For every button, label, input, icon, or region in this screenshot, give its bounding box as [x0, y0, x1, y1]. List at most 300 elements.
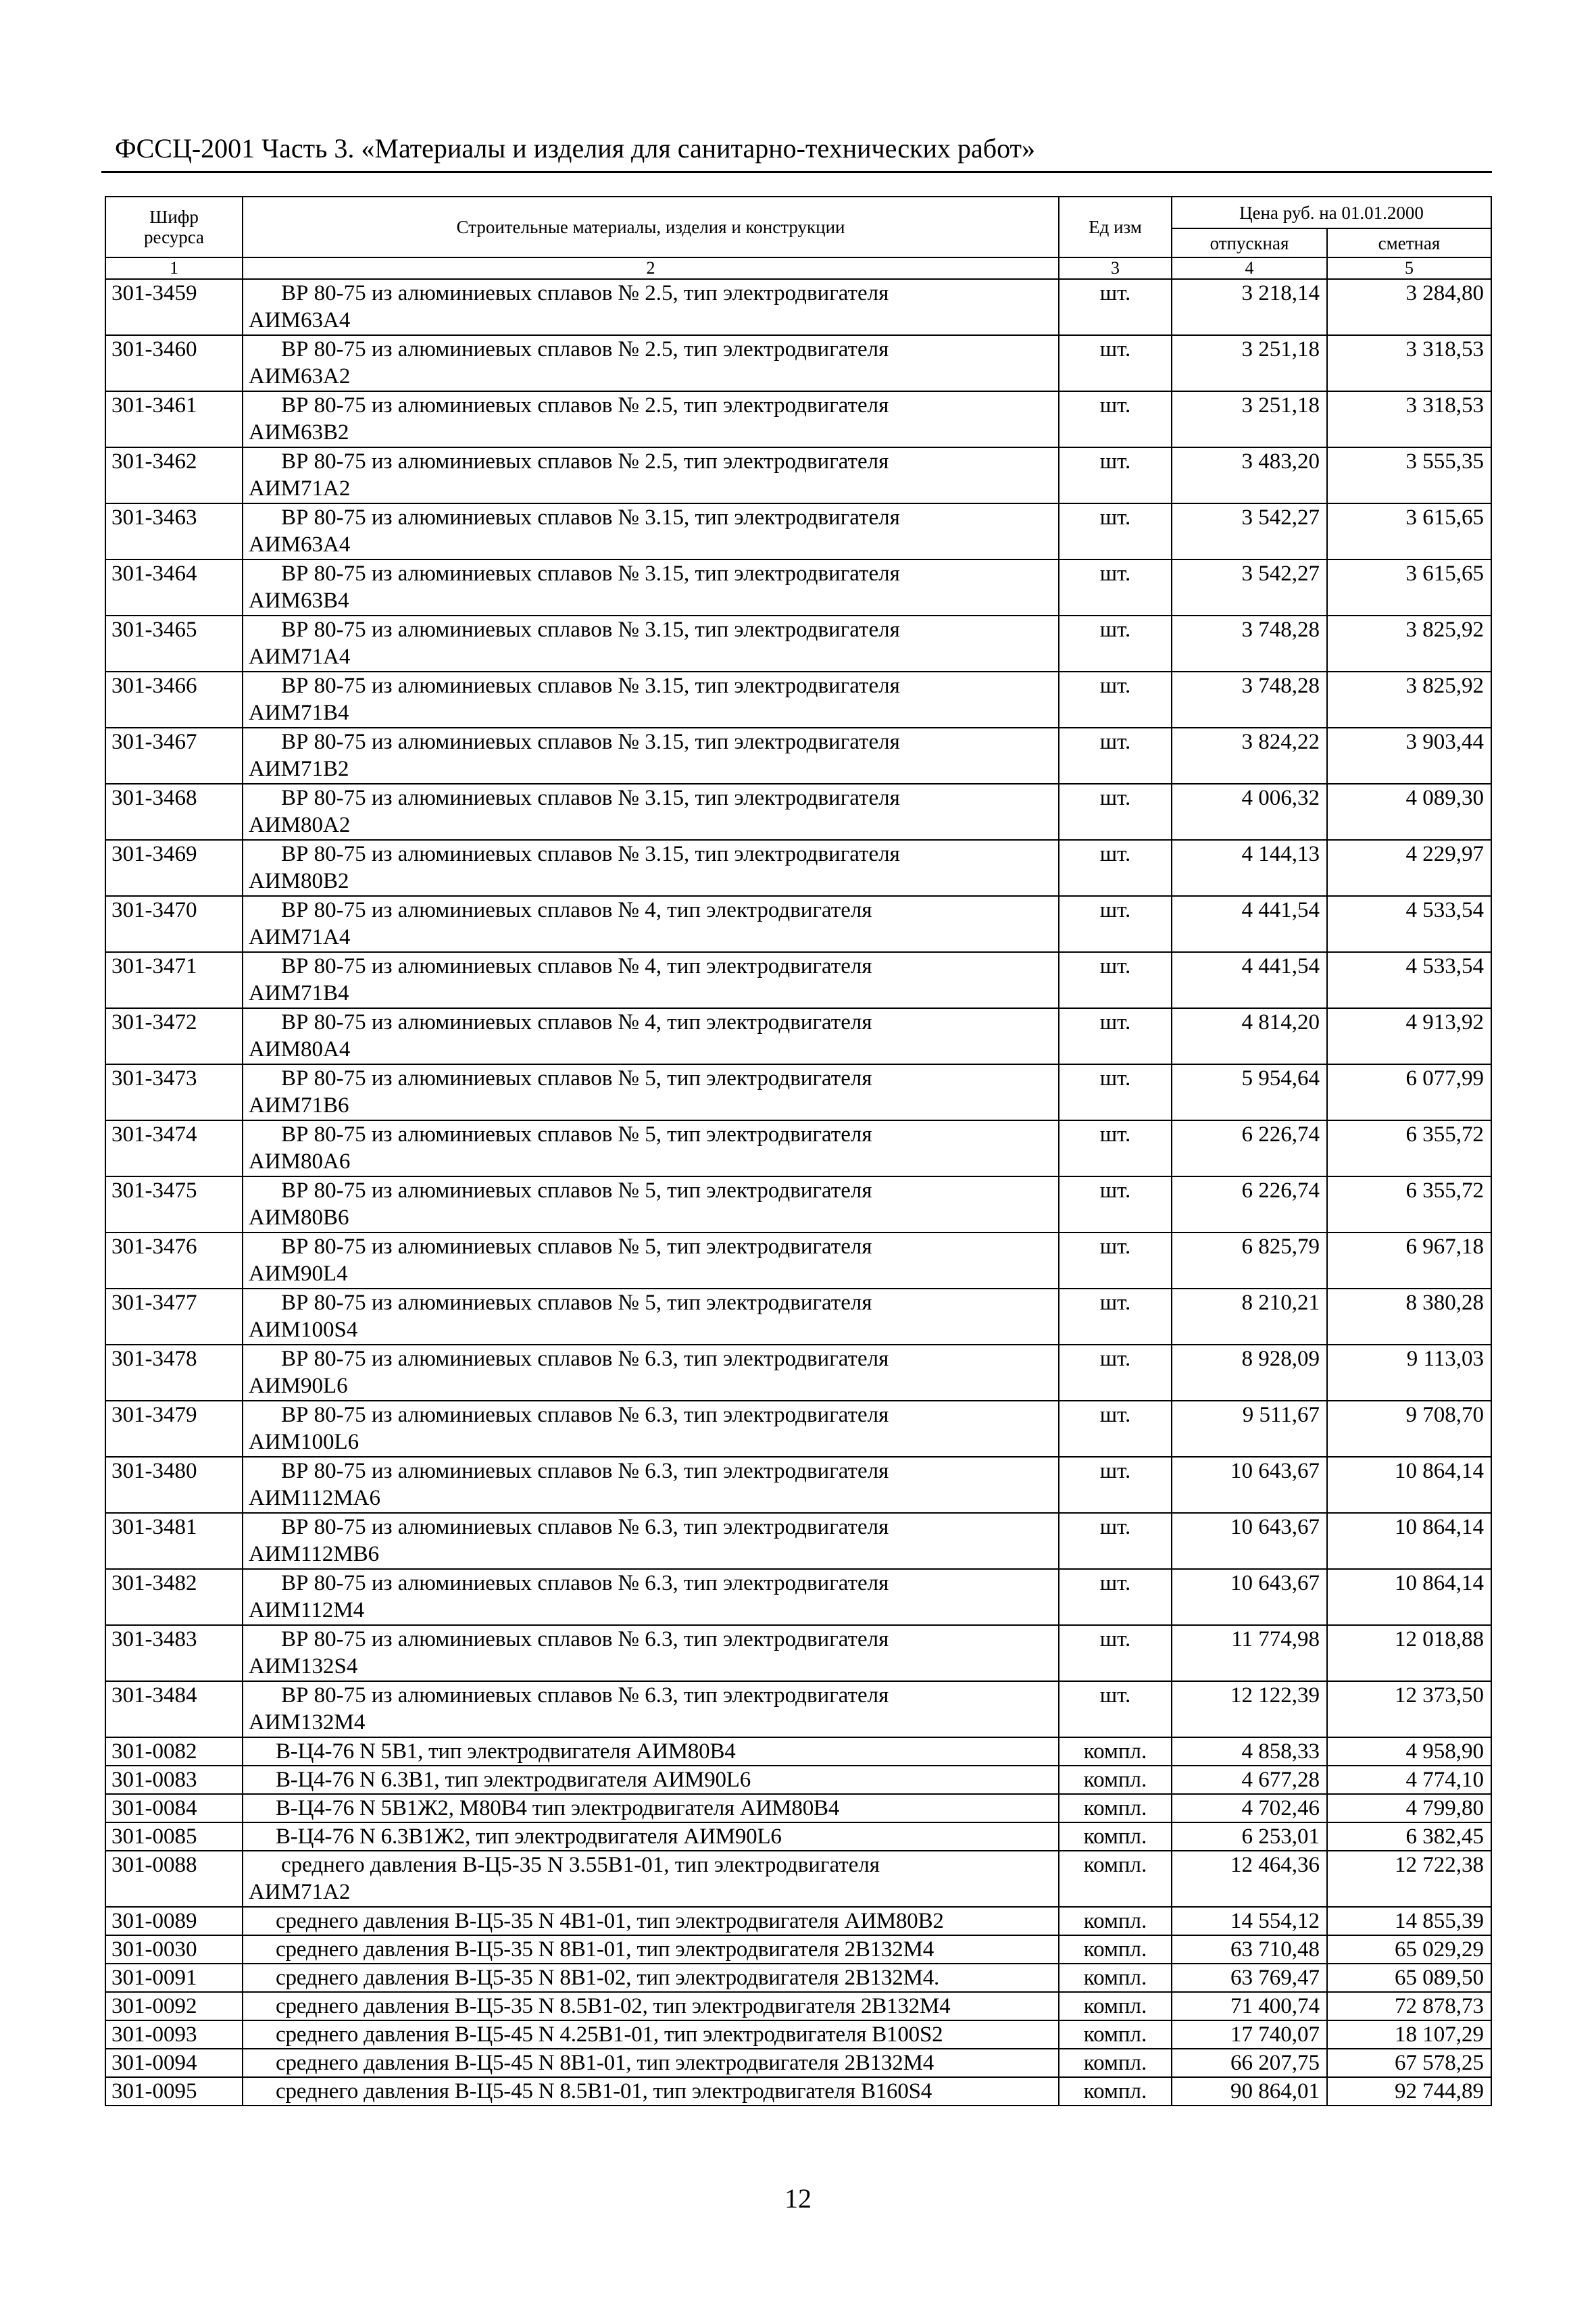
description-cell [243, 391, 1059, 447]
motor-type-line: АИМ112МА6 [249, 1486, 380, 1510]
release-price-cell: 4 441,54 [1172, 896, 1327, 952]
motor-type-line: АИМ90L6 [249, 1374, 348, 1398]
description-cell [243, 447, 1059, 503]
resource-code-cell: 301-0095 [105, 2077, 243, 2106]
unit-cell: шт. [1059, 447, 1172, 503]
motor-type-line: АИМ132М4 [249, 1710, 366, 1735]
unit-cell: шт. [1059, 335, 1172, 391]
description-cell [243, 616, 1059, 672]
resource-code-cell: 301-3465 [105, 616, 243, 672]
unit-cell: шт. [1059, 840, 1172, 896]
resource-code-cell: 301-3461 [105, 391, 243, 447]
description-line: ВР 80-75 из алюминиевых сплавов № 3.15, тип электродвигателя [281, 842, 900, 866]
motor-type-line: АИМ132S4 [249, 1654, 358, 1678]
release-price-cell: 12 122,39 [1172, 1681, 1327, 1737]
motor-type-line: АИМ80А6 [249, 1149, 351, 1174]
resource-code-cell: 301-3459 [105, 279, 243, 335]
description-line: ВР 80-75 из алюминиевых сплавов № 5, тип электродвигателя [281, 1178, 872, 1203]
description-cell [243, 1992, 1059, 2020]
description-cell [243, 896, 1059, 952]
motor-type-line: АИМ71В4 [249, 701, 349, 725]
table-row [105, 1289, 1491, 1345]
description-line: среднего давления В-Ц5-35 N 8В1-01, тип электродвигателя 2В132М4 [276, 1937, 934, 1962]
estimate-price-cell: 10 864,14 [1327, 1457, 1491, 1513]
table-row [105, 952, 1491, 1008]
release-price-cell: 4 702,46 [1172, 1794, 1327, 1822]
resource-code-cell: 301-0085 [105, 1822, 243, 1851]
unit-cell: шт. [1059, 1457, 1172, 1513]
motor-type-line: АИМ112М4 [249, 1598, 365, 1622]
table-row [105, 1457, 1491, 1513]
table-row [105, 1907, 1491, 1935]
description-line: ВР 80-75 из алюминиевых сплавов № 6.3, тип электродвигателя [281, 1459, 889, 1483]
table-row [105, 391, 1491, 447]
motor-type-line: АИМ100L6 [249, 1430, 359, 1454]
release-price-cell: 4 006,32 [1172, 784, 1327, 840]
description-line: среднего давления В-Ц5-35 N 4В1-01, тип электродвигателя АИМ80В2 [276, 1909, 944, 1933]
description-cell [243, 1822, 1059, 1851]
estimate-price-cell: 12 373,50 [1327, 1681, 1491, 1737]
description-cell [243, 1766, 1059, 1794]
estimate-price-cell: 3 615,65 [1327, 559, 1491, 616]
table-row [105, 728, 1491, 784]
release-price-cell: 71 400,74 [1172, 1992, 1327, 2020]
unit-cell: шт. [1059, 391, 1172, 447]
unit-cell: шт. [1059, 1345, 1172, 1401]
unit-cell: шт. [1059, 1064, 1172, 1120]
header-divider [101, 171, 1492, 173]
description-line: ВР 80-75 из алюминиевых сплавов № 5, тип электродвигателя [281, 1122, 872, 1147]
motor-type-line: АИМ90L4 [249, 1262, 348, 1286]
description-cell [243, 1064, 1059, 1120]
release-price-cell: 3 251,18 [1172, 391, 1327, 447]
col-header-release: отпускная [1172, 228, 1327, 257]
estimate-price-cell: 6 382,45 [1327, 1822, 1491, 1851]
estimate-price-cell: 4 913,92 [1327, 1008, 1491, 1064]
description-line: ВР 80-75 из алюминиевых сплавов № 3.15, тип электродвигателя [281, 618, 900, 642]
description-cell [243, 1935, 1059, 1964]
table-row [105, 1935, 1491, 1964]
release-price-cell: 3 251,18 [1172, 335, 1327, 391]
resource-code-cell: 301-3463 [105, 503, 243, 559]
motor-type-line: АИМ80А2 [249, 813, 351, 837]
price-table [105, 196, 1492, 2106]
description-line: ВР 80-75 из алюминиевых сплавов № 3.15, тип электродвигателя [281, 674, 900, 698]
description-line: В-Ц4-76 N 6.3В1Ж2, тип электродвигателя АИМ90L6 [276, 1824, 782, 1849]
release-price-cell: 10 643,67 [1172, 1569, 1327, 1625]
estimate-price-cell: 4 229,97 [1327, 840, 1491, 896]
resource-code-cell: 301-3468 [105, 784, 243, 840]
description-line: ВР 80-75 из алюминиевых сплавов № 6.3, тип электродвигателя [281, 1627, 889, 1651]
col-number-2: 2 [243, 257, 1059, 279]
motor-type-line: АИМ71А4 [249, 645, 351, 669]
table-row [105, 1176, 1491, 1233]
unit-cell: компл. [1059, 1822, 1172, 1851]
col-number-3: 3 [1059, 257, 1172, 279]
description-line: ВР 80-75 из алюминиевых сплавов № 3.15, тип электродвигателя [281, 730, 900, 754]
description-line: ВР 80-75 из алюминиевых сплавов № 4, тип электродвигателя [281, 1010, 872, 1035]
unit-cell: компл. [1059, 1851, 1172, 1907]
resource-code-cell: 301-0089 [105, 1907, 243, 1935]
estimate-price-cell: 10 864,14 [1327, 1513, 1491, 1569]
resource-code-cell: 301-0088 [105, 1851, 243, 1907]
release-price-cell: 6 825,79 [1172, 1233, 1327, 1289]
estimate-price-cell: 4 089,30 [1327, 784, 1491, 840]
table-row [105, 1794, 1491, 1822]
description-cell [243, 1289, 1059, 1345]
estimate-price-cell: 12 018,88 [1327, 1625, 1491, 1681]
estimate-price-cell: 18 107,29 [1327, 2020, 1491, 2049]
resource-code-cell: 301-0084 [105, 1794, 243, 1822]
unit-cell: шт. [1059, 1120, 1172, 1176]
table-row [105, 1345, 1491, 1401]
release-price-cell: 8 928,09 [1172, 1345, 1327, 1401]
description-cell [243, 559, 1059, 616]
table-row [105, 1737, 1491, 1766]
estimate-price-cell: 12 722,38 [1327, 1851, 1491, 1907]
table-row [105, 1681, 1491, 1737]
release-price-cell: 9 511,67 [1172, 1401, 1327, 1457]
motor-type-line: АИМ63В2 [249, 420, 349, 445]
resource-code-cell: 301-3476 [105, 1233, 243, 1289]
description-cell [243, 1457, 1059, 1513]
unit-cell: шт. [1059, 1289, 1172, 1345]
resource-code-cell: 301-3484 [105, 1681, 243, 1737]
col-header-estimate: сметная [1327, 228, 1491, 257]
table-row [105, 672, 1491, 728]
resource-code-cell: 301-3479 [105, 1401, 243, 1457]
resource-code-cell: 301-0093 [105, 2020, 243, 2049]
estimate-price-cell: 10 864,14 [1327, 1569, 1491, 1625]
col-number-1: 1 [105, 257, 243, 279]
release-price-cell: 63 769,47 [1172, 1964, 1327, 1992]
estimate-price-cell: 6 355,72 [1327, 1120, 1491, 1176]
table-body [105, 279, 1491, 2106]
unit-cell: шт. [1059, 1513, 1172, 1569]
table-row [105, 2077, 1491, 2106]
col-header-name: Строительные материалы, изделия и конструкции [243, 197, 1059, 257]
description-line: ВР 80-75 из алюминиевых сплавов № 5, тип электродвигателя [281, 1235, 872, 1259]
estimate-price-cell: 6 355,72 [1327, 1176, 1491, 1233]
resource-code-cell: 301-3473 [105, 1064, 243, 1120]
description-cell [243, 2020, 1059, 2049]
col-number-4: 4 [1172, 257, 1327, 279]
description-line: среднего давления В-Ц5-45 N 8В1-01, тип электродвигателя 2В132М4 [276, 2051, 934, 2075]
estimate-price-cell: 65 089,50 [1327, 1964, 1491, 1992]
release-price-cell: 4 441,54 [1172, 952, 1327, 1008]
table-row [105, 1822, 1491, 1851]
unit-cell: шт. [1059, 784, 1172, 840]
motor-type-line: АИМ71В4 [249, 981, 349, 1005]
estimate-price-cell: 3 318,53 [1327, 335, 1491, 391]
description-cell [243, 1964, 1059, 1992]
release-price-cell: 3 748,28 [1172, 672, 1327, 728]
unit-cell: компл. [1059, 2049, 1172, 2077]
description-line: среднего давления В-Ц5-35 N 8В1-02, тип электродвигателя 2В132М4. [276, 1966, 940, 1990]
unit-cell: шт. [1059, 503, 1172, 559]
release-price-cell: 4 144,13 [1172, 840, 1327, 896]
resource-code-cell: 301-3483 [105, 1625, 243, 1681]
release-price-cell: 3 824,22 [1172, 728, 1327, 784]
motor-type-line: АИМ80В2 [249, 869, 349, 893]
motor-type-line: АИМ63А4 [249, 308, 351, 332]
table-row [105, 503, 1491, 559]
description-cell [243, 1345, 1059, 1401]
unit-cell: шт. [1059, 728, 1172, 784]
resource-code-cell: 301-3472 [105, 1008, 243, 1064]
description-line: В-Ц4-76 N 6.3В1, тип электродвигателя АИМ90L6 [276, 1768, 751, 1792]
resource-code-cell: 301-3462 [105, 447, 243, 503]
description-line: среднего давления В-Ц5-35 N 8.5В1-02, тип электродвигателя 2В132М4 [276, 1994, 951, 2018]
motor-type-line: АИМ80В6 [249, 1205, 349, 1230]
description-cell [243, 1513, 1059, 1569]
release-price-cell: 6 226,74 [1172, 1176, 1327, 1233]
description-cell [243, 2077, 1059, 2106]
estimate-price-cell: 3 903,44 [1327, 728, 1491, 784]
description-line: ВР 80-75 из алюминиевых сплавов № 2.5, тип электродвигателя [281, 449, 889, 474]
description-cell [243, 1851, 1059, 1907]
estimate-price-cell: 67 578,25 [1327, 2049, 1491, 2077]
description-cell [243, 335, 1059, 391]
unit-cell: шт. [1059, 1008, 1172, 1064]
release-price-cell: 4 677,28 [1172, 1766, 1327, 1794]
unit-cell: компл. [1059, 2020, 1172, 2049]
resource-code-cell: 301-0030 [105, 1935, 243, 1964]
motor-type-line: АИМ71А4 [249, 925, 351, 949]
unit-cell: компл. [1059, 1964, 1172, 1992]
motor-type-line: АИМ80А4 [249, 1037, 351, 1062]
unit-cell: шт. [1059, 1569, 1172, 1625]
release-price-cell: 8 210,21 [1172, 1289, 1327, 1345]
table-row [105, 616, 1491, 672]
unit-cell: шт. [1059, 896, 1172, 952]
estimate-price-cell: 3 284,80 [1327, 279, 1491, 335]
release-price-cell: 3 748,28 [1172, 616, 1327, 672]
release-price-cell: 6 253,01 [1172, 1822, 1327, 1851]
col-header-price: Цена руб. на 01.01.2000 [1172, 197, 1491, 228]
estimate-price-cell: 65 029,29 [1327, 1935, 1491, 1964]
resource-code-cell: 301-3460 [105, 335, 243, 391]
table-row [105, 2020, 1491, 2049]
description-line: среднего давления В-Ц5-45 N 8.5В1-01, тип электродвигателя В160S4 [276, 2079, 932, 2104]
col-header-unit: Ед изм [1059, 197, 1172, 257]
description-cell [243, 1120, 1059, 1176]
table-row [105, 1233, 1491, 1289]
resource-code-cell: 301-0082 [105, 1737, 243, 1766]
resource-code-cell: 301-0092 [105, 1992, 243, 2020]
resource-code-cell: 301-3478 [105, 1345, 243, 1401]
estimate-price-cell: 4 799,80 [1327, 1794, 1491, 1822]
estimate-price-cell: 3 555,35 [1327, 447, 1491, 503]
description-cell [243, 952, 1059, 1008]
estimate-price-cell: 4 774,10 [1327, 1766, 1491, 1794]
description-line: ВР 80-75 из алюминиевых сплавов № 6.3, тип электродвигателя [281, 1683, 889, 1708]
table-row [105, 1964, 1491, 1992]
unit-cell: шт. [1059, 1681, 1172, 1737]
table-row [105, 1851, 1491, 1907]
estimate-price-cell: 9 113,03 [1327, 1345, 1491, 1401]
resource-code-cell: 301-3480 [105, 1457, 243, 1513]
resource-code-cell: 301-3474 [105, 1120, 243, 1176]
col-number-5: 5 [1327, 257, 1491, 279]
motor-type-line: АИМ100S4 [249, 1318, 358, 1342]
description-cell [243, 279, 1059, 335]
table-row [105, 1513, 1491, 1569]
description-line: В-Ц4-76 N 5В1, тип электродвигателя АИМ80В4 [276, 1739, 736, 1764]
motor-type-line: АИМ63А4 [249, 532, 351, 557]
unit-cell: шт. [1059, 559, 1172, 616]
release-price-cell: 3 542,27 [1172, 559, 1327, 616]
description-line: ВР 80-75 из алюминиевых сплавов № 3.15, тип электродвигателя [281, 505, 900, 530]
release-price-cell: 4 858,33 [1172, 1737, 1327, 1766]
release-price-cell: 90 864,01 [1172, 2077, 1327, 2106]
estimate-price-cell: 3 825,92 [1327, 672, 1491, 728]
release-price-cell: 10 643,67 [1172, 1457, 1327, 1513]
estimate-price-cell: 6 967,18 [1327, 1233, 1491, 1289]
resource-code-cell: 301-3467 [105, 728, 243, 784]
unit-cell: компл. [1059, 1794, 1172, 1822]
motor-type-line: АИМ71А2 [249, 476, 351, 501]
description-cell [243, 1681, 1059, 1737]
estimate-price-cell: 8 380,28 [1327, 1289, 1491, 1345]
unit-cell: компл. [1059, 1766, 1172, 1794]
resource-code-cell: 301-3471 [105, 952, 243, 1008]
description-cell [243, 1233, 1059, 1289]
resource-code-cell: 301-3481 [105, 1513, 243, 1569]
table-row [105, 1992, 1491, 2020]
release-price-cell: 3 542,27 [1172, 503, 1327, 559]
release-price-cell: 63 710,48 [1172, 1935, 1327, 1964]
release-price-cell: 6 226,74 [1172, 1120, 1327, 1176]
release-price-cell: 4 814,20 [1172, 1008, 1327, 1064]
unit-cell: шт. [1059, 952, 1172, 1008]
description-cell [243, 672, 1059, 728]
resource-code-cell: 301-3477 [105, 1289, 243, 1345]
unit-cell: шт. [1059, 1233, 1172, 1289]
estimate-price-cell: 4 533,54 [1327, 896, 1491, 952]
table-row [105, 840, 1491, 896]
description-line: ВР 80-75 из алюминиевых сплавов № 2.5, тип электродвигателя [281, 281, 889, 305]
motor-type-line: АИМ71В2 [249, 757, 349, 781]
description-cell [243, 784, 1059, 840]
resource-code-cell: 301-3466 [105, 672, 243, 728]
release-price-cell: 14 554,12 [1172, 1907, 1327, 1935]
description-cell [243, 840, 1059, 896]
table-row [105, 559, 1491, 616]
page-number: 12 [784, 2183, 812, 2214]
unit-cell: компл. [1059, 2077, 1172, 2106]
table-row [105, 1401, 1491, 1457]
description-line: ВР 80-75 из алюминиевых сплавов № 6.3, тип электродвигателя [281, 1403, 889, 1427]
motor-type-line: АИМ63А2 [249, 364, 351, 389]
release-price-cell: 17 740,07 [1172, 2020, 1327, 2049]
resource-code-cell: 301-0091 [105, 1964, 243, 1992]
description-cell [243, 1008, 1059, 1064]
table-row [105, 784, 1491, 840]
release-price-cell: 3 483,20 [1172, 447, 1327, 503]
description-line: ВР 80-75 из алюминиевых сплавов № 2.5, тип электродвигателя [281, 393, 889, 418]
estimate-price-cell: 14 855,39 [1327, 1907, 1491, 1935]
estimate-price-cell: 92 744,89 [1327, 2077, 1491, 2106]
motor-type-line: АИМ71В6 [249, 1093, 349, 1118]
table-row [105, 1569, 1491, 1625]
table-row [105, 2049, 1491, 2077]
release-price-cell: 12 464,36 [1172, 1851, 1327, 1907]
description-line: среднего давления В-Ц5-35 N 3.55В1-01, тип электродвигателя [281, 1853, 880, 1877]
description-line: ВР 80-75 из алюминиевых сплавов № 5, тип электродвигателя [281, 1066, 872, 1091]
description-line: ВР 80-75 из алюминиевых сплавов № 3.15, тип электродвигателя [281, 562, 900, 586]
estimate-price-cell: 6 077,99 [1327, 1064, 1491, 1120]
unit-cell: шт. [1059, 1401, 1172, 1457]
table-row [105, 896, 1491, 952]
unit-cell: компл. [1059, 1737, 1172, 1766]
release-price-cell: 5 954,64 [1172, 1064, 1327, 1120]
description-line: В-Ц4-76 N 5В1Ж2, М80В4 тип электродвигателя АИМ80В4 [276, 1796, 840, 1820]
resource-code-cell: 301-3475 [105, 1176, 243, 1233]
estimate-price-cell: 4 958,90 [1327, 1737, 1491, 1766]
description-line: ВР 80-75 из алюминиевых сплавов № 4, тип электродвигателя [281, 954, 872, 978]
description-line: ВР 80-75 из алюминиевых сплавов № 6.3, тип электродвигателя [281, 1515, 889, 1539]
table-row [105, 1008, 1491, 1064]
description-line: ВР 80-75 из алюминиевых сплавов № 3.15, тип электродвигателя [281, 786, 900, 810]
page-header: ФССЦ-2001 Часть 3. «Материалы и изделия для санитарно-технических работ» [115, 133, 1036, 164]
description-line: ВР 80-75 из алюминиевых сплавов № 2.5, тип электродвигателя [281, 337, 889, 362]
estimate-price-cell: 3 615,65 [1327, 503, 1491, 559]
description-line: ВР 80-75 из алюминиевых сплавов № 4, тип электродвигателя [281, 898, 872, 922]
estimate-price-cell: 4 533,54 [1327, 952, 1491, 1008]
table-row [105, 279, 1491, 335]
unit-cell: шт. [1059, 279, 1172, 335]
release-price-cell: 10 643,67 [1172, 1513, 1327, 1569]
description-cell [243, 1625, 1059, 1681]
unit-cell: шт. [1059, 1176, 1172, 1233]
resource-code-cell: 301-3470 [105, 896, 243, 952]
table-row [105, 1064, 1491, 1120]
description-cell [243, 1401, 1059, 1457]
release-price-cell: 11 774,98 [1172, 1625, 1327, 1681]
unit-cell: компл. [1059, 1935, 1172, 1964]
estimate-price-cell: 3 825,92 [1327, 616, 1491, 672]
description-line: ВР 80-75 из алюминиевых сплавов № 5, тип электродвигателя [281, 1291, 872, 1315]
motor-type-line: АИМ71А2 [249, 1880, 351, 1904]
table-row [105, 1120, 1491, 1176]
motor-type-line: АИМ63В4 [249, 589, 349, 613]
unit-cell: компл. [1059, 1992, 1172, 2020]
resource-code-cell: 301-3464 [105, 559, 243, 616]
resource-code-cell: 301-3469 [105, 840, 243, 896]
resource-code-cell: 301-0094 [105, 2049, 243, 2077]
description-line: среднего давления В-Ц5-45 N 4.25В1-01, тип электродвигателя В100S2 [276, 2022, 943, 2047]
release-price-cell: 66 207,75 [1172, 2049, 1327, 2077]
release-price-cell: 3 218,14 [1172, 279, 1327, 335]
description-cell [243, 1737, 1059, 1766]
table-row [105, 335, 1491, 391]
motor-type-line: АИМ112МВ6 [249, 1542, 380, 1566]
unit-cell: компл. [1059, 1907, 1172, 1935]
table-row [105, 1766, 1491, 1794]
resource-code-cell: 301-3482 [105, 1569, 243, 1625]
description-cell [243, 1176, 1059, 1233]
resource-code-cell: 301-0083 [105, 1766, 243, 1794]
description-cell [243, 2049, 1059, 2077]
col-header-code: Шифр ресурса [105, 197, 243, 257]
description-cell [243, 1794, 1059, 1822]
description-cell [243, 728, 1059, 784]
estimate-price-cell: 9 708,70 [1327, 1401, 1491, 1457]
description-line: ВР 80-75 из алюминиевых сплавов № 6.3, тип электродвигателя [281, 1347, 889, 1371]
description-line: ВР 80-75 из алюминиевых сплавов № 6.3, тип электродвигателя [281, 1571, 889, 1595]
unit-cell: шт. [1059, 1625, 1172, 1681]
